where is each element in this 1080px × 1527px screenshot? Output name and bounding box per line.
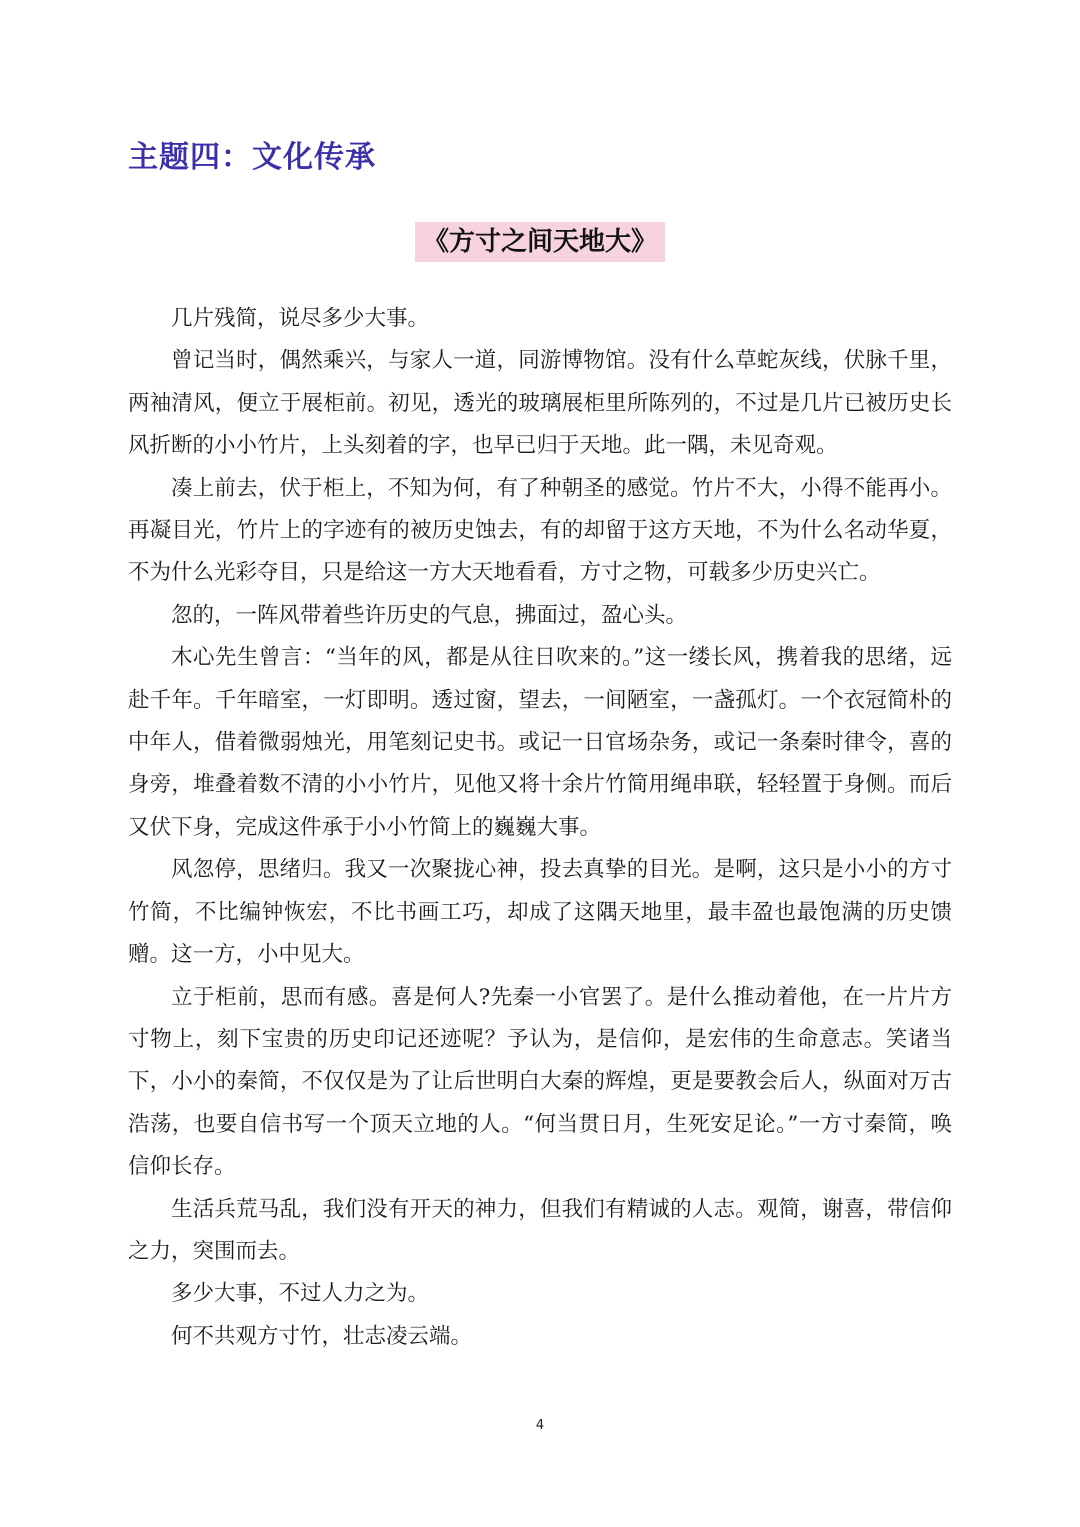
essay-title-container	[0, 222, 1080, 262]
essay-title: 《方寸之间天地大》	[415, 222, 665, 262]
essay-body	[128, 298, 952, 1358]
section-heading: 主题四：文化传承	[128, 140, 376, 175]
paragraph: 木心先生曾言：“当年的风，都是从往日吹来的。”这一缕长风，携着我的思绪，远赴千年。千年暗室，一灯即明。透过窗，望去，一间陋室，一盏孤灯。一个衣冠简朴的中年人，借着微弱烛光，用笔刻记史书。或记一日官场杂务，或记一条秦时律令，喜的身旁，堆叠着数不清的小小竹片，见他又将十余片竹简用绳串联，轻轻置于身侧。而后又伏下身，完成这件承于小小竹简上的巍巍大事。	[128, 645, 952, 840]
paragraph: 风忽停，思绪归。我又一次聚拢心神，投去真挚的目光。是啊，这只是小小的方寸竹简，不比编钟恢宏，不比书画工巧，却成了这隅天地里，最丰盈也最饱满的历史馈赠。这一方，小中见大。	[128, 857, 952, 968]
paragraph: 忽的，一阵风带着些许历史的气息，拂面过，盈心头。	[171, 602, 688, 628]
paragraph: 立于柜前，思而有感。喜是何人?先秦一小官罢了。是什么推动着他，在一片片方寸物上，刻下宝贵的历史印记还迹呢？予认为，是信仰，是宏伟的生命意志。笑诸当下，小小的秦简，不仅仅是为了让后世明白大秦的辉煌，更是要教会后人，纵面对万古浩荡，也要自信书写一个顶天立地的人。“何当贯日月，生死安足论。”一方寸秦简，唤信仰长存。	[128, 984, 952, 1180]
paragraph: 多少大事，不过人力之为。	[171, 1281, 430, 1307]
paragraph: 生活兵荒马乱，我们没有开天的神力，但我们有精诚的人志。观简，谢喜，带信仰之力，突围而去。	[128, 1196, 952, 1264]
paragraph: 曾记当时，偶然乘兴，与家人一道，同游博物馆。没有什么草蛇灰线，伏脉千里，两袖清风，便立于展柜前。初见，透光的玻璃展柜里所陈列的，不过是几片已被历史长风折断的小小竹片，上头刻着的字，也早已归于天地。此一隅，未见奇观。	[128, 348, 952, 459]
page-number: 4	[535, 1418, 545, 1433]
paragraph: 几片残简，说尽多少大事。	[171, 306, 430, 331]
paragraph: 何不共观方寸竹，壮志凌云端。	[171, 1323, 473, 1349]
paragraph: 凑上前去，伏于柜上，不知为何，有了种朝圣的感觉。竹片不大，小得不能再小。再凝目光，竹片上的字迹有的被历史蚀去，有的却留于这方天地，不为什么名动华夏，不为什么光彩夺目，只是给这一方大天地看看，方寸之物，可载多少历史兴亡。	[128, 475, 952, 586]
